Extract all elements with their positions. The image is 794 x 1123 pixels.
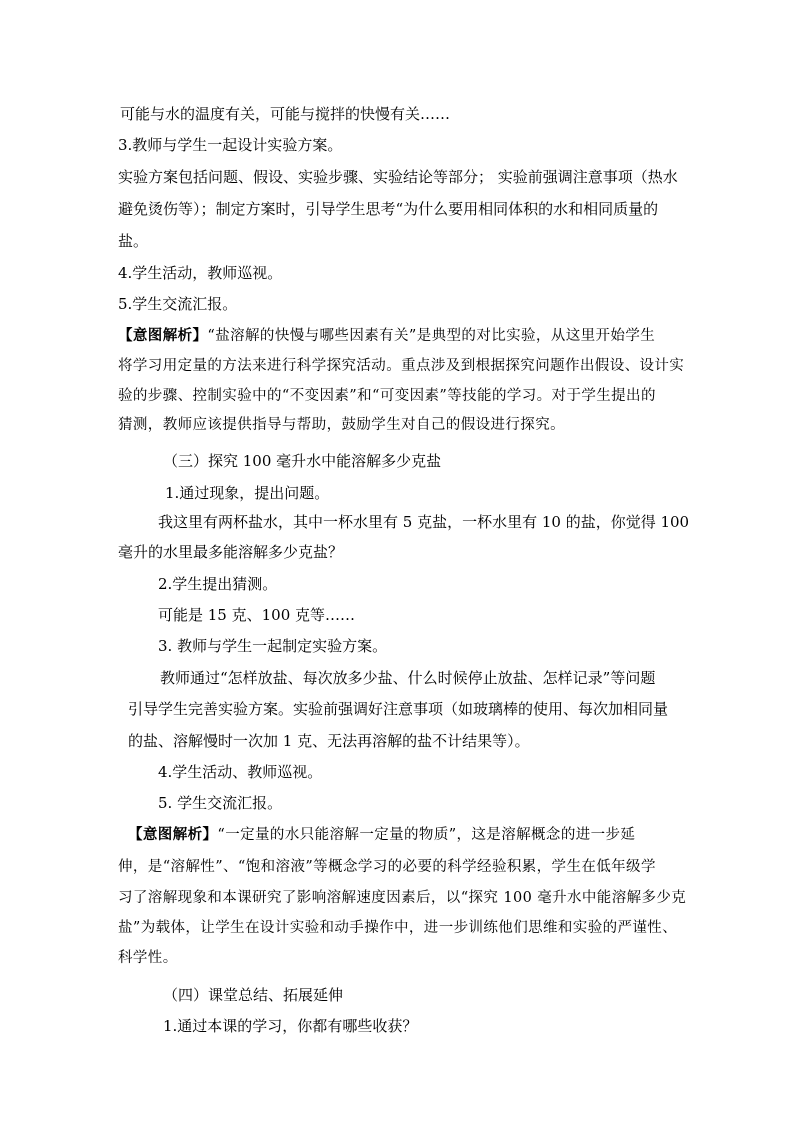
intent-analysis-line: 科学性。: [118, 950, 178, 966]
paragraph-line: 我这里有两杯盐水，其中一杯水里有 5 克盐，一杯水里有 10 的盐，你觉得 100: [158, 513, 690, 531]
step-item: 3.教师与学生一起设计实验方案。: [118, 136, 343, 154]
step-item: 1.通过现象，提出问题。: [165, 484, 330, 502]
intent-analysis-text: “一定量的水只能溶解一定量的物质”，这是溶解概念的进一步延: [217, 827, 636, 843]
section-heading: （四）课堂总结、拓展延伸: [163, 986, 344, 1004]
intent-analysis-line: [118, 326, 655, 346]
intent-analysis-line: [128, 825, 635, 845]
paragraph-line: 避免烫伤等）；制定方案时，引导学生思考“为什么要用相同体积的水和相同质量的: [118, 200, 659, 218]
paragraph-line: 引导学生完善实验方案。实验前强调好注意事项（如玻璃棒的使用、每次加相同量: [128, 700, 669, 718]
intent-analysis-line: 将学习用定量的方法来进行科学探究活动。重点涉及到根据探究问题作出假设、设计实: [118, 358, 685, 374]
intent-analysis-line: 猜测，教师应该提供指导与帮助，鼓励学生对自己的假设进行探究。: [118, 417, 565, 433]
intent-analysis-text: “盐溶解的快慢与哪些因素有关”是典型的对比实验，从这里开始学生: [207, 328, 656, 344]
intent-analysis-label: 【意图解析】: [118, 327, 208, 344]
step-item: 3. 教师与学生一起制定实验方案。: [158, 637, 388, 655]
section-heading: （三）探究 100 毫升水中能溶解多少克盐: [163, 452, 442, 470]
step-item: 1.通过本课的学习，你都有哪些收获？: [163, 1017, 418, 1035]
paragraph-line: 盐。: [118, 232, 149, 250]
paragraph-line: 可能与水的温度有关，可能与搅拌的快慢有关……: [120, 105, 451, 123]
intent-analysis-line: 习了溶解现象和本课研究了影响溶解速度因素后，以“探究 100 毫升水中能溶解多少克: [118, 890, 687, 906]
step-item: 5. 学生交流汇报。: [158, 794, 283, 812]
paragraph-line: 的盐、溶解慢时一次加 1 克、无法再溶解的盐不计结果等）。: [128, 732, 530, 750]
intent-analysis-line: 验的步骤、控制实验中的“不变因素”和“可变因素”等技能的学习。对于学生提出的: [118, 388, 656, 404]
intent-analysis-line: 盐”为载体，让学生在设计实验和动手操作中，进一步训练他们思维和实验的严谨性、: [118, 920, 678, 936]
paragraph-line: 教师通过“怎样放盐、每次放多少盐、什么时候停止放盐、怎样记录”等问题: [160, 669, 656, 687]
intent-analysis-label: 【意图解析】: [128, 826, 218, 843]
intent-analysis-line: 伸，是“溶解性”、“饱和溶液”等概念学习的必要的科学经验积累，学生在低年级学: [118, 859, 656, 875]
step-item: 5.学生交流汇报。: [118, 295, 238, 313]
paragraph-line: 可能是 15 克、100 克等……: [158, 606, 356, 624]
step-item: 4.学生活动，教师巡视。: [118, 264, 283, 282]
step-item: 2.学生提出猜测。: [158, 575, 278, 593]
paragraph-line: 实验方案包括问题、假设、实验步骤、实验结论等部分； 实验前强调注意事项（热水: [118, 168, 678, 186]
paragraph-line: 毫升的水里最多能溶解多少克盐？: [118, 543, 344, 561]
step-item: 4.学生活动、教师巡视。: [158, 763, 323, 781]
